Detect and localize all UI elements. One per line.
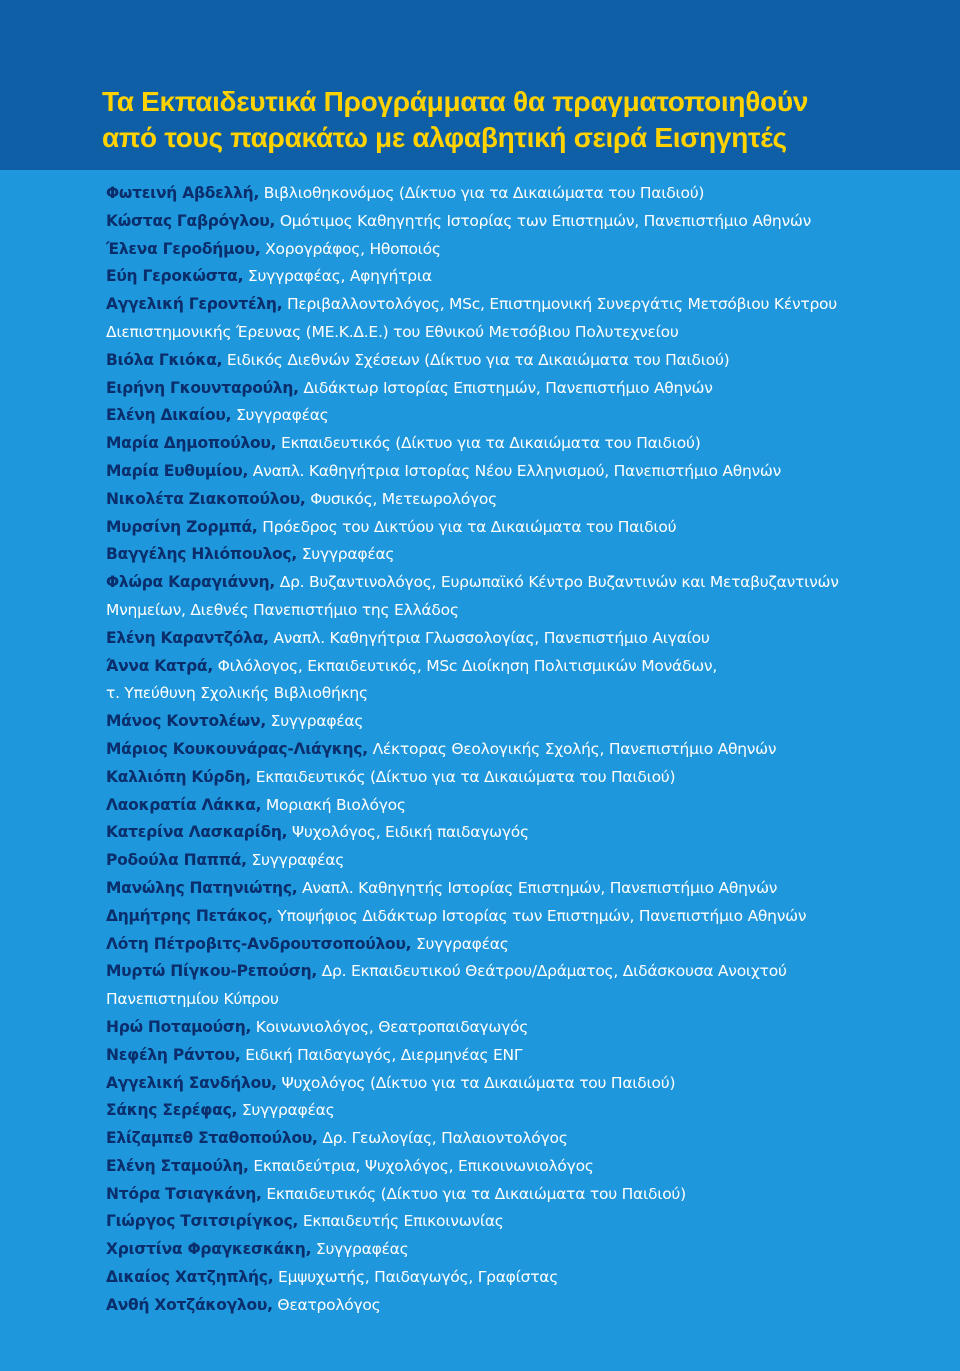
speaker-name: Μαρία Ευθυμίου,	[106, 461, 249, 480]
speaker-entry	[106, 736, 906, 764]
speaker-name: Φλώρα Καραγιάννη,	[106, 573, 276, 592]
speaker-entry	[106, 486, 906, 514]
speaker-name: Εύη Γεροκώστα,	[106, 267, 244, 286]
speaker-description: Εκπαιδευτικός (Δίκτυο για τα Δικαιώματα του Παιδιού)	[261, 1184, 686, 1203]
speaker-entry	[106, 1181, 906, 1209]
speaker-list	[106, 180, 906, 1320]
speaker-entry	[106, 1264, 906, 1292]
speaker-description: Συγγραφέας	[237, 1101, 335, 1120]
speaker-description: Διεπιστημονικής Έρευνας (ΜΕ.Κ.Δ.Ε.) του Εθνικού Μετσόβιου Πολυτεχνείου	[106, 322, 679, 341]
speaker-entry	[106, 291, 906, 319]
speaker-description: Συγγραφέας	[311, 1240, 409, 1259]
speaker-entry	[106, 764, 906, 792]
speaker-name: Ροδούλα Παππά,	[106, 851, 247, 870]
speaker-description: Συγγραφέας	[297, 545, 395, 564]
speaker-description: Χορογράφος, Ηθοποιός	[260, 239, 441, 258]
speaker-description: Αναπλ. Καθηγήτρια Ιστορίας Νέου Ελληνισμού, Πανεπιστήμιο Αθηνών	[248, 461, 782, 480]
speaker-name: Φωτεινή Αβδελλή,	[106, 184, 260, 202]
speaker-entry	[106, 1042, 906, 1070]
speaker-name: Δικαίος Χατζηπλής,	[106, 1268, 274, 1287]
speaker-entry	[106, 569, 906, 597]
speaker-entry	[106, 931, 906, 959]
speaker-entry	[106, 625, 906, 653]
speaker-description: Διδάκτωρ Ιστορίας Επιστημών, Πανεπιστήμιο Αθηνών	[298, 378, 713, 397]
speaker-entry	[106, 1208, 906, 1236]
speaker-name: Άννα Κατρά,	[106, 656, 213, 675]
speaker-entry	[106, 1153, 906, 1181]
speaker-description: Συγγραφέας	[265, 712, 364, 731]
speaker-name: Δημήτρης Πετάκος,	[106, 906, 273, 925]
speaker-description: Εκπαιδευτικός (Δίκτυο για τα Δικαιώματα του Παιδιού)	[251, 767, 676, 786]
speaker-description: Μνημείων, Διεθνές Πανεπιστήμιο της Ελλάδος	[106, 600, 459, 619]
speaker-name: Μυρσίνη Ζορμπά,	[106, 517, 258, 536]
speaker-description: Περιβαλλοντολόγος, MSc, Επιστημονική Συνεργάτις Μετσόβιου Κέντρου	[282, 295, 837, 314]
speaker-description: Θεατρολόγος	[272, 1295, 381, 1314]
speaker-description: Ειδική Παιδαγωγός, Διερμηνέας ΕΝΓ	[240, 1045, 523, 1064]
speaker-entry	[106, 1236, 906, 1264]
speaker-name: Χριστίνα Φραγκεσκάκη,	[106, 1240, 312, 1259]
speaker-name: Μάριος Κουκουνάρας-Λιάγκης,	[106, 739, 368, 758]
speaker-entry	[106, 903, 906, 931]
speaker-description: Λέκτορας Θεολογικής Σχολής, Πανεπιστήμιο Αθηνών	[367, 739, 777, 758]
speaker-description: Ψυχολόγος, Ειδική παιδαγωγός	[287, 823, 529, 842]
speaker-description: Ειδικός Διεθνών Σχέσεων (Δίκτυο για τα Δικαιώματα του Παιδιού)	[222, 350, 730, 369]
speaker-description: Συγγραφέας	[411, 934, 509, 953]
speaker-entry	[106, 875, 906, 903]
speaker-entry	[106, 819, 906, 847]
speaker-description: Αναπλ. Καθηγητής Ιστορίας Επιστημών, Πανεπιστήμιο Αθηνών	[297, 878, 778, 897]
speaker-description: Δρ. Εκπαιδευτικού Θεάτρου/Δράματος, Διδάσκουσα Ανοιχτού	[317, 962, 787, 981]
speaker-name: Μάνος Κοντολέων,	[106, 712, 266, 731]
speaker-entry	[106, 1014, 906, 1042]
speaker-description: Κοινωνιολόγος, Θεατροπαιδαγωγός	[251, 1017, 529, 1036]
speaker-entry-continuation	[106, 319, 906, 347]
speaker-description: Εκπαιδευτικός (Δίκτυο για τα Δικαιώματα του Παιδιού)	[276, 434, 701, 453]
speaker-entry	[106, 1097, 906, 1125]
speaker-entry	[106, 653, 906, 681]
speaker-name: Έλενα Γεροδήμου,	[106, 239, 261, 258]
speaker-name: Ελένη Καραντζόλα,	[106, 628, 269, 647]
speaker-description: Συγγραφέας	[246, 851, 345, 870]
speaker-name: Λαοκρατία Λάκκα,	[106, 795, 262, 814]
speaker-entry	[106, 347, 906, 375]
page-title-line-2: από τους παρακάτω με αλφαβητική σειρά Εισηγητές	[102, 122, 787, 153]
speaker-name: Μαρία Δημοπούλου,	[106, 434, 277, 453]
speaker-entry	[106, 708, 906, 736]
speaker-description: Φυσικός, Μετεωρολόγος	[305, 489, 497, 508]
page-title	[102, 84, 932, 156]
speaker-entry	[106, 847, 906, 875]
speaker-description: Μοριακή Βιολόγος	[261, 795, 406, 814]
speaker-name: Καλλιόπη Κύρδη,	[106, 767, 252, 786]
speaker-name: Βιόλα Γκιόκα,	[106, 350, 223, 369]
speaker-name: Ελίζαμπεθ Σταθοπούλου,	[106, 1129, 318, 1148]
speaker-description: Συγγραφέας	[231, 406, 329, 425]
speaker-description: Συγγραφέας, Αφηγήτρια	[243, 267, 432, 286]
speaker-entry-continuation	[106, 680, 906, 708]
speaker-description: Δρ. Βυζαντινολόγος, Ευρωπαϊκό Κέντρο Βυζαντινών και Μεταβυζαντινών	[275, 573, 839, 592]
speaker-name: Ειρήνη Γκουνταρούλη,	[106, 378, 299, 397]
speaker-entry	[106, 958, 906, 986]
page-title-line-1: Τα Εκπαιδευτικά Προγράμματα θα πραγματοποιηθούν	[102, 86, 809, 117]
speaker-description: Εκπαιδευτής Επικοινωνίας	[298, 1212, 504, 1231]
speaker-entry	[106, 458, 906, 486]
speaker-entry	[106, 792, 906, 820]
speaker-entry-continuation	[106, 597, 906, 625]
speaker-description: Δρ. Γεωλογίας, Παλαιοντολόγος	[317, 1129, 568, 1148]
speaker-description: Υποψήφιος Διδάκτωρ Ιστορίας των Επιστημών, Πανεπιστήμιο Αθηνών	[272, 906, 807, 925]
speaker-description: Φιλόλογος, Εκπαιδευτικός, MSc Διοίκηση Πολιτισμικών Μονάδων,	[212, 656, 718, 675]
speaker-description: Πανεπιστημίου Κύπρου	[106, 990, 279, 1009]
speaker-entry	[106, 236, 906, 264]
speaker-name: Μανώλης Πατηνιώτης,	[106, 878, 298, 897]
speaker-name: Νικολέτα Ζιακοπούλου,	[106, 489, 306, 508]
speaker-name: Μυρτώ Πίγκου-Ρεπούση,	[106, 962, 317, 981]
speaker-entry	[106, 514, 906, 542]
speaker-name: Κατερίνα Λασκαρίδη,	[106, 823, 288, 842]
speaker-description: Εμψυχωτής, Παιδαγωγός, Γραφίστας	[273, 1268, 559, 1287]
speaker-entry	[106, 541, 906, 569]
speaker-entry	[106, 263, 906, 291]
speaker-name: Ανθή Χοτζάκογλου,	[106, 1295, 273, 1314]
speaker-name: Λότη Πέτροβιτς-Ανδρουτσοπούλου,	[106, 934, 412, 953]
speaker-entry	[106, 375, 906, 403]
speaker-entry	[106, 1070, 906, 1098]
speaker-entry	[106, 1125, 906, 1153]
speaker-description: Εκπαιδεύτρια, Ψυχολόγος, Επικοινωνιολόγος	[248, 1156, 594, 1175]
speaker-description: Πρόεδρος του Δικτύου για τα Δικαιώματα του Παιδιού	[257, 517, 677, 536]
speaker-name: Νεφέλη Ράντου,	[106, 1045, 241, 1064]
speaker-name: Ηρώ Ποταμούση,	[106, 1017, 252, 1036]
speaker-name: Ντόρα Τσιαγκάνη,	[106, 1184, 262, 1203]
speaker-name: Βαγγέλης Ηλιόπουλος,	[106, 545, 298, 564]
speaker-description: Ομότιμος Καθηγητής Ιστορίας των Επιστημών, Πανεπιστήμιο Αθηνών	[275, 211, 812, 230]
speaker-entry	[106, 402, 906, 430]
speaker-name: Σάκης Σερέφας,	[106, 1101, 238, 1120]
speaker-description: Αναπλ. Καθηγήτρια Γλωσσολογίας, Πανεπιστήμιο Αιγαίου	[268, 628, 710, 647]
speaker-description: τ. Υπεύθυνη Σχολικής Βιβλιοθήκης	[106, 684, 368, 703]
speaker-description: Ψυχολόγος (Δίκτυο για τα Δικαιώματα του Παιδιού)	[276, 1073, 676, 1092]
speaker-description: Βιβλιοθηκονόμος (Δίκτυο για τα Δικαιώματα του Παιδιού)	[259, 184, 705, 202]
speaker-name: Ελένη Δικαίου,	[106, 406, 232, 425]
speaker-entry	[106, 430, 906, 458]
speaker-entry	[106, 180, 906, 208]
speaker-name: Κώστας Γαβρόγλου,	[106, 211, 276, 230]
speaker-name: Ελένη Σταμούλη,	[106, 1156, 249, 1175]
speaker-name: Γιώργος Τσιτσιρίγκος,	[106, 1212, 299, 1231]
speaker-entry-continuation	[106, 986, 906, 1014]
speaker-entry	[106, 1292, 906, 1320]
speaker-entry	[106, 208, 906, 236]
speaker-name: Αγγελική Γεροντέλη,	[106, 295, 283, 314]
speaker-name: Αγγελική Σανδήλου,	[106, 1073, 277, 1092]
